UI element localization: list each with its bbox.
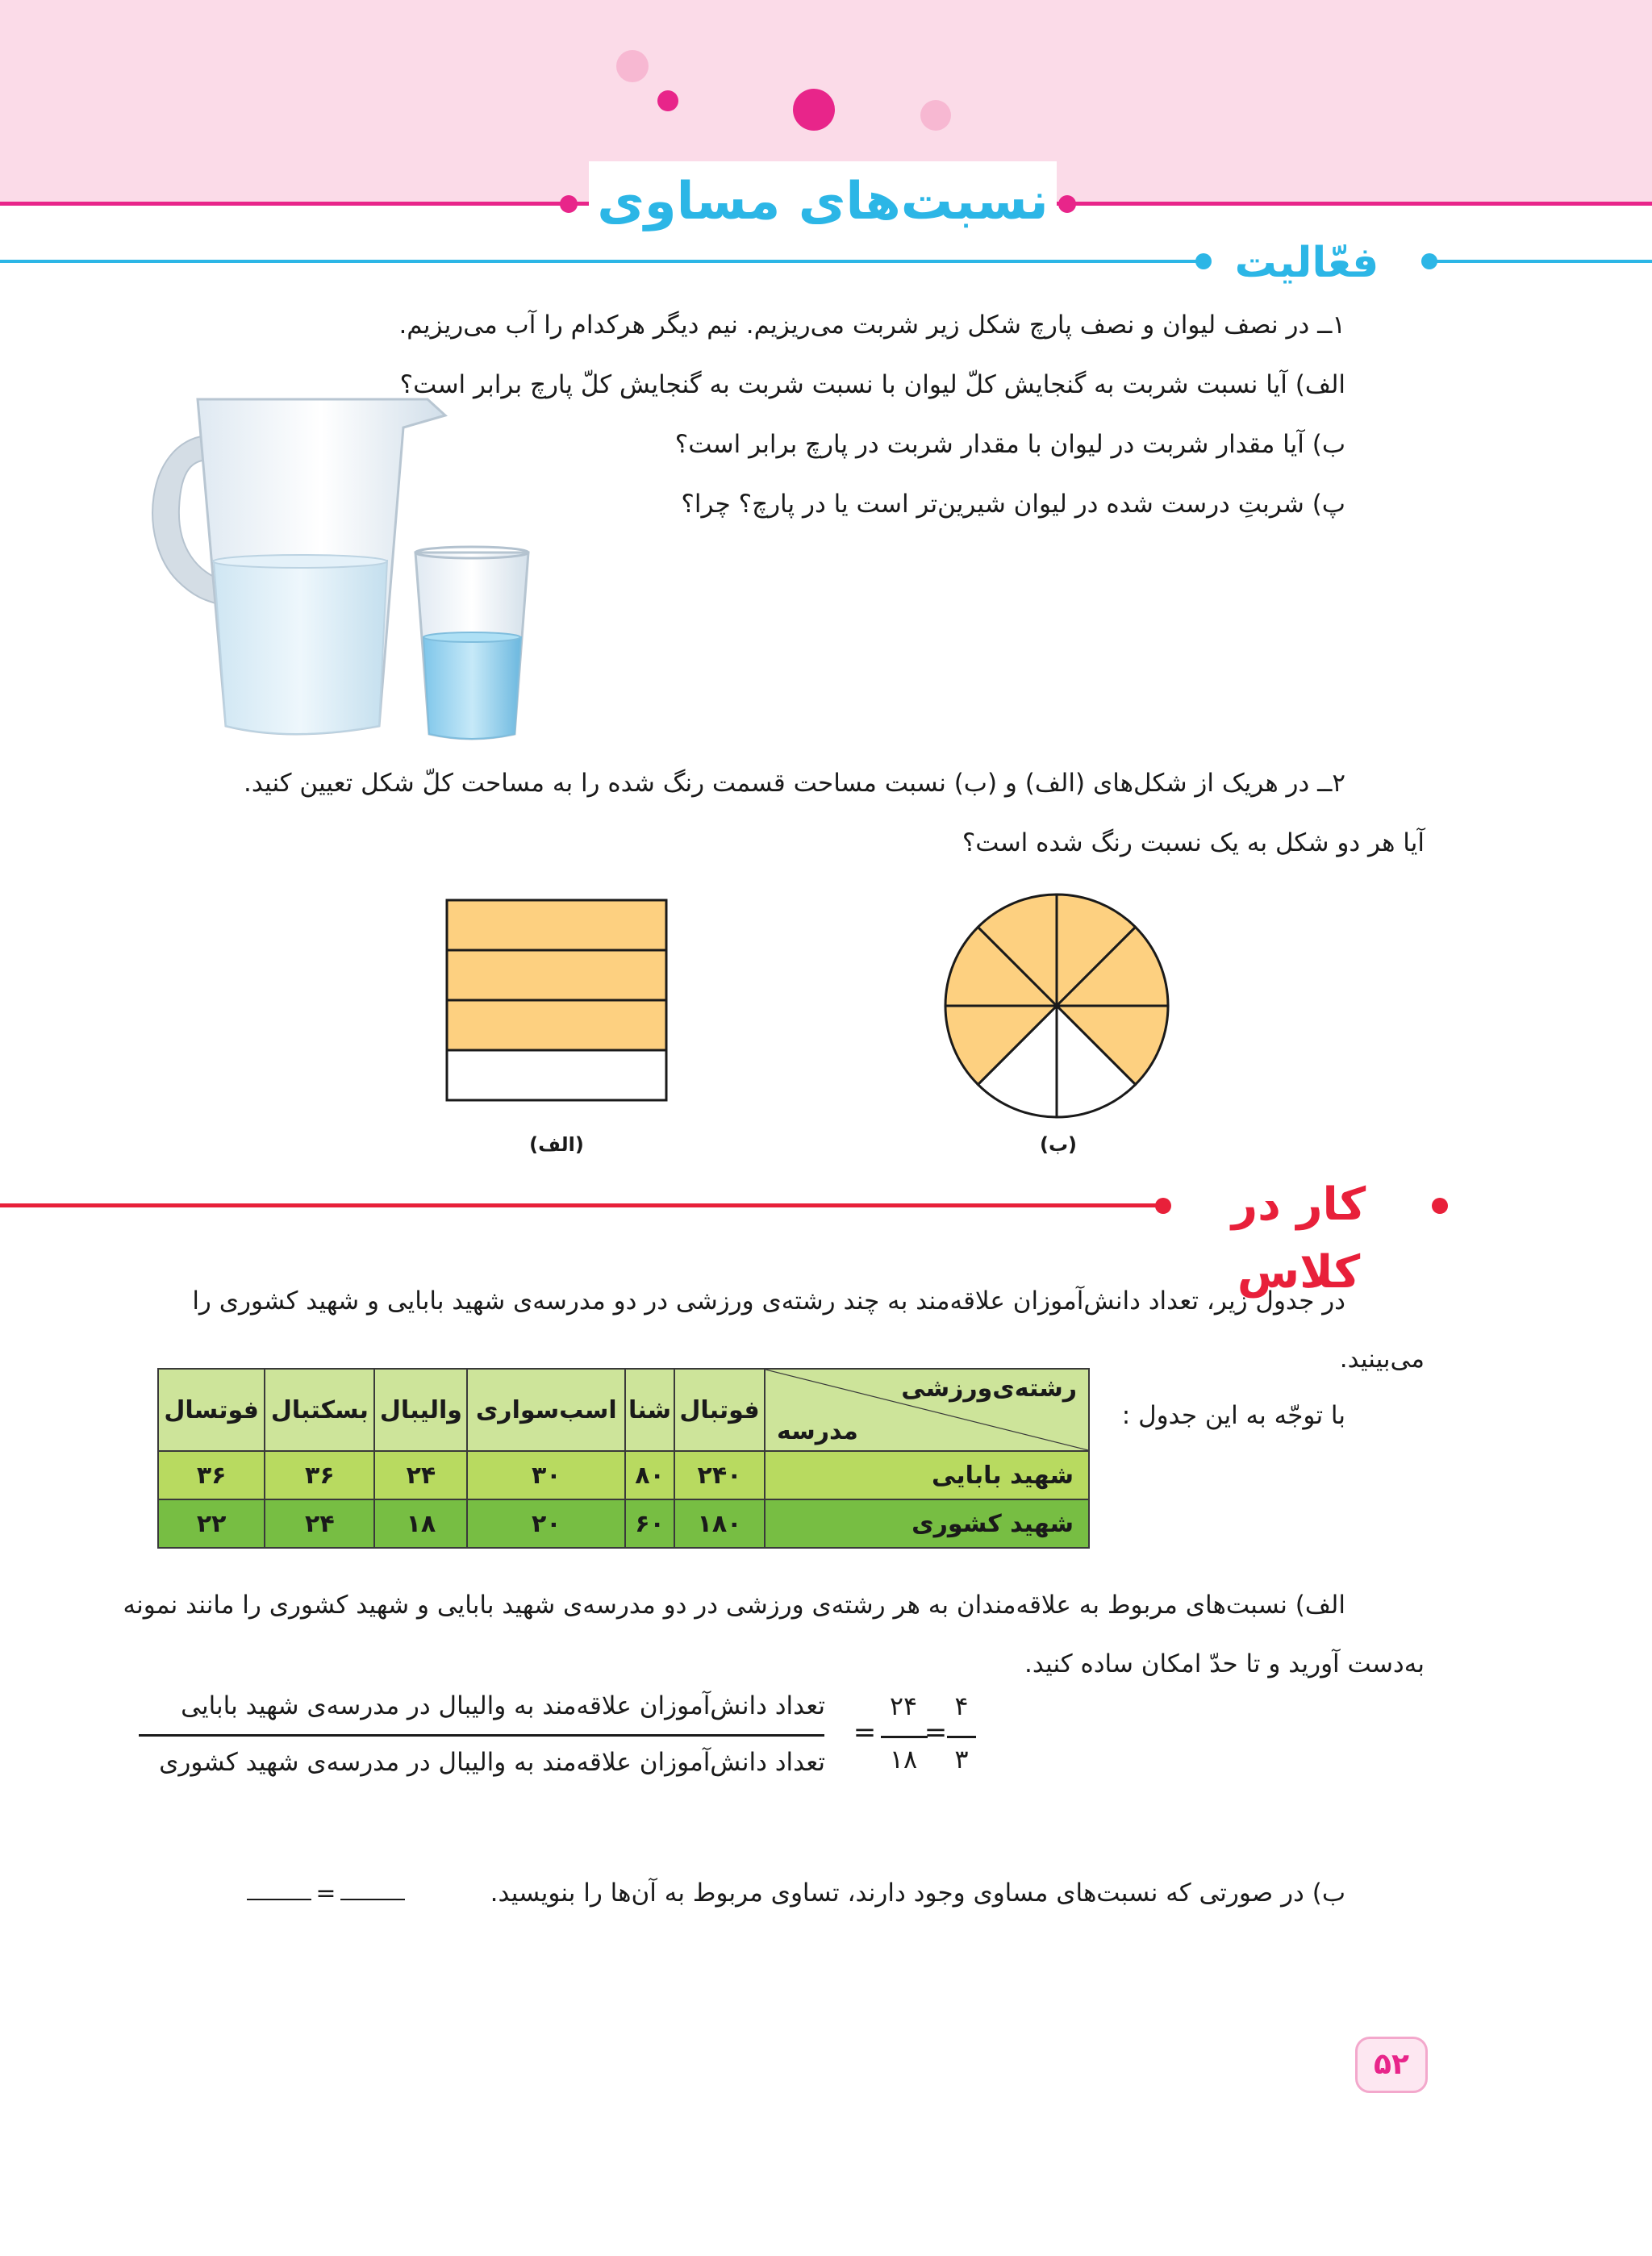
table-corner-cell — [765, 1369, 1089, 1451]
shaded-band — [447, 950, 666, 1000]
column-header: شنا — [625, 1369, 674, 1451]
activity-rule-right — [1436, 260, 1652, 263]
activity-dot-right — [1421, 253, 1437, 269]
classwork-dot-left — [1155, 1198, 1171, 1214]
equals-sign: = — [924, 1716, 948, 1749]
column-header: اسب‌سواری — [467, 1369, 625, 1451]
table-cell: ۶۰ — [625, 1499, 674, 1548]
fraction-denominator-18: ۱۸ — [889, 1744, 918, 1774]
column-header: بسکتبال — [265, 1369, 374, 1451]
activity-dot-left — [1195, 253, 1212, 269]
blank-line-left — [247, 1899, 311, 1900]
fraction-denominator-3: ۳ — [954, 1744, 969, 1774]
q2-question: آیا هر دو شکل به یک نسبت رنگ شده است؟ — [962, 828, 1425, 857]
table-row — [158, 1451, 1089, 1499]
figure-label-b: (ب) — [1039, 1133, 1078, 1156]
table-cell: ۱۸ — [374, 1499, 467, 1548]
table-cell: ۲۲ — [158, 1499, 265, 1548]
part-b-text: ب) در صورتی که نسبت‌های مساوی وجود دارند، تساوی مربوط به آن‌ها را بنویسید. — [490, 1879, 1345, 1908]
table-cell: ۳۶ — [158, 1451, 265, 1499]
fraction-numerator-24: ۲۴ — [889, 1691, 918, 1721]
classwork-dot-right — [1432, 1198, 1448, 1214]
table-cell: ۳۶ — [265, 1451, 374, 1499]
corner-label-school: مدرسه — [777, 1417, 858, 1445]
rectangle-figure — [444, 897, 670, 1103]
fraction-bar-4-3 — [947, 1736, 976, 1738]
q1-part-a: الف) آیا نسبت شربت به گنجایش کلّ لیوان با نسبت شربت به گنجایش کلّ پارچ برابر است؟ — [399, 370, 1345, 399]
decorative-dot — [920, 100, 951, 131]
corner-label-sport: رشته‌ی‌ورزشی — [901, 1374, 1077, 1403]
q1-intro: ۱ــ در نصف لیوان و نصف پارچ شکل زیر شربت می‌ریزیم. نیم دیگر هرکدام را آب می‌ریزیم. — [398, 311, 1345, 340]
school-name: شهید کشوری — [765, 1499, 1089, 1548]
table-note: با توجّه به این جدول : — [1121, 1401, 1345, 1430]
fraction-numerator-text: تعداد دانش‌آموزان علاقه‌مند به والیبال در مدرسه‌ی شهید بابایی — [181, 1691, 825, 1720]
page-number: ۵۲ — [1355, 2037, 1428, 2093]
table-cell: ۸۰ — [625, 1451, 674, 1499]
activity-rule — [0, 260, 1202, 263]
column-header: فوتسال — [158, 1369, 265, 1451]
circle-figure — [936, 885, 1178, 1127]
table-cell: ۲۴۰ — [674, 1451, 765, 1499]
activity-heading: فعّالیت — [1234, 239, 1379, 287]
fraction-bar-words — [139, 1734, 824, 1737]
classwork-heading: کار در کلاس — [1231, 1178, 1366, 1299]
page-title: نسبت‌های مساوی — [597, 172, 1049, 231]
column-header: فوتبال — [674, 1369, 765, 1451]
figure-label-a: (الف) — [529, 1133, 584, 1156]
table-cell: ۲۴ — [265, 1499, 374, 1548]
table-cell: ۲۰ — [467, 1499, 625, 1548]
table-cell: ۲۴ — [374, 1451, 467, 1499]
decorative-dot — [616, 50, 649, 82]
classwork-intro-line1: در جدول زیر، تعداد دانش‌آموزان علاقه‌مند به چند رشته‌ی ورزشی در دو مدرسه‌ی شهید بابایی و شهید کشوری را — [192, 1286, 1345, 1316]
q1-part-b: ب) آیا مقدار شربت در لیوان با مقدار شربت در پارچ برابر است؟ — [674, 430, 1345, 459]
pitcher-and-glass-illustration — [129, 379, 549, 758]
equals-sign: = — [853, 1716, 877, 1749]
column-header: والیبال — [374, 1369, 467, 1451]
sports-table — [157, 1368, 1090, 1549]
shaded-band — [447, 900, 666, 950]
shaded-band — [447, 1000, 666, 1050]
fraction-numerator-4: ۴ — [954, 1691, 969, 1721]
q1-part-c: پ) شربتِ درست شده در لیوان شیرین‌تر است یا در پارچ؟ چرا؟ — [681, 490, 1345, 519]
part-a-line2: به‌دست آورید و تا حدّ امکان ساده کنید. — [1024, 1649, 1425, 1678]
unshaded-band — [447, 1050, 666, 1100]
decorative-dot — [657, 90, 678, 111]
table-cell: ۳۰ — [467, 1451, 625, 1499]
school-name: شهید بابایی — [765, 1451, 1089, 1499]
blank-equals-sign: = — [315, 1879, 336, 1908]
part-a-line1: الف) نسبت‌های مربوط به علاقه‌مندان به هر رشته‌ی ورزشی در دو مدرسه‌ی شهید بابایی و شهید کشوری را مانند نمونه — [123, 1591, 1345, 1620]
table-cell: ۱۸۰ — [674, 1499, 765, 1548]
classwork-intro-line2: می‌بینید. — [1339, 1345, 1425, 1374]
fraction-denominator-text: تعداد دانش‌آموزان علاقه‌مند به والیبال در مدرسه‌ی شهید کشوری — [159, 1748, 825, 1777]
classwork-rule — [0, 1203, 1162, 1207]
decorative-dot — [793, 89, 835, 131]
table-header-row — [158, 1369, 1089, 1451]
q2-intro: ۲ــ در هریک از شکل‌های (الف) و (ب) نسبت مساحت قسمت رنگ شده را به مساحت کلّ شکل تعیین کنید. — [243, 769, 1345, 798]
table-row — [158, 1499, 1089, 1548]
blank-line-right — [340, 1899, 405, 1900]
